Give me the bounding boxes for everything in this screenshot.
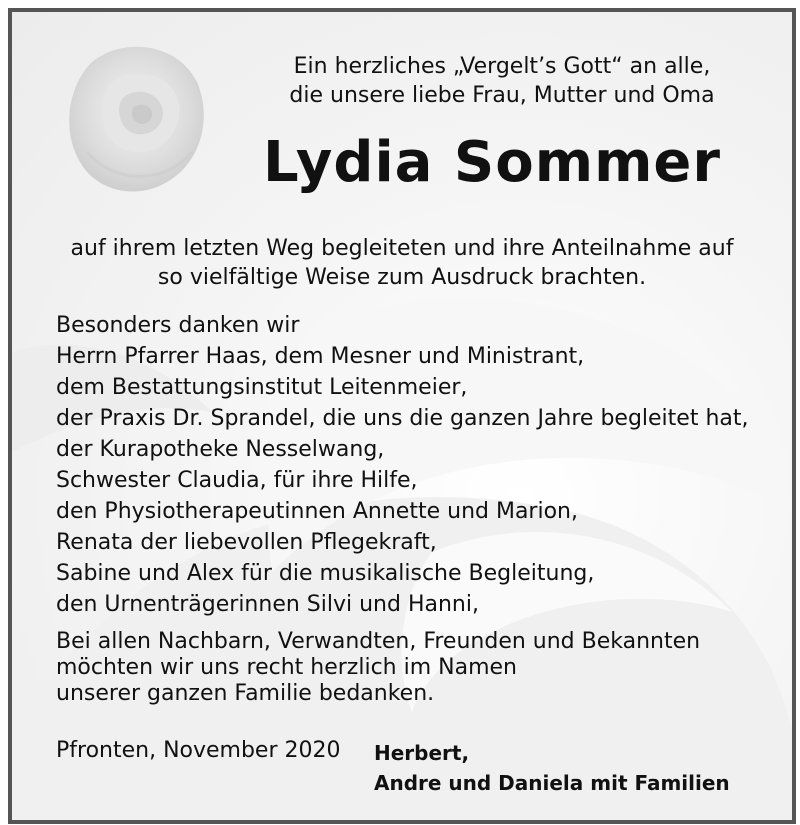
gratitude-paragraph: [42, 234, 762, 292]
thanks-line: den Physiotherapeutinnen Annette und Marion,: [56, 499, 578, 524]
paragraph-line-2: so vielfältige Weise zum Ausdruck brachten.: [157, 265, 647, 290]
paragraph-line-1: auf ihrem letzten Weg begleiteten und ihre Anteilnahme auf: [70, 236, 734, 261]
thanks-line: der Praxis Dr. Sprandel, die uns die ganzen Jahre begleitet hat,: [56, 406, 749, 431]
intro-text: [232, 52, 772, 110]
closing-text: [56, 629, 700, 707]
signature: [374, 738, 730, 798]
thanks-line: der Kurapotheke Nesselwang,: [56, 437, 385, 462]
thanks-line: Renata der liebevollen Pflegekraft,: [56, 530, 437, 555]
rose-icon: [52, 32, 212, 202]
thanks-line: Besonders danken wir: [56, 313, 300, 338]
place-date: Pfronten, November 2020: [56, 738, 341, 763]
thanks-line: den Urnenträgerinnen Silvi und Hanni,: [56, 592, 479, 617]
closing-line: Bei allen Nachbarn, Verwandten, Freunden und Bekannten: [56, 629, 701, 654]
closing-line: möchten wir uns recht herzlich im Namen: [56, 655, 517, 680]
thanks-line: Herrn Pfarrer Haas, dem Mesner und Ministrant,: [56, 344, 585, 369]
signature-line-2: Andre und Daniela mit Familien: [374, 771, 730, 795]
thanks-line: dem Bestattungsinstitut Leitenmeier,: [56, 375, 468, 400]
thanks-line: Schwester Claudia, für ihre Hilfe,: [56, 468, 418, 493]
intro-line-2: die unsere liebe Frau, Mutter und Oma: [289, 83, 715, 108]
closing-line: unserer ganzen Familie bedanken.: [56, 681, 435, 706]
intro-line-1: Ein herzliches „Vergelt’s Gott“ an alle,: [293, 54, 711, 79]
deceased-name: Lydia Sommer: [262, 130, 722, 195]
signature-line-1: Herbert,: [374, 741, 470, 765]
thanks-list: [56, 310, 749, 620]
notice-frame: [8, 8, 796, 824]
thanks-line: Sabine und Alex für die musikalische Begleitung,: [56, 561, 595, 586]
